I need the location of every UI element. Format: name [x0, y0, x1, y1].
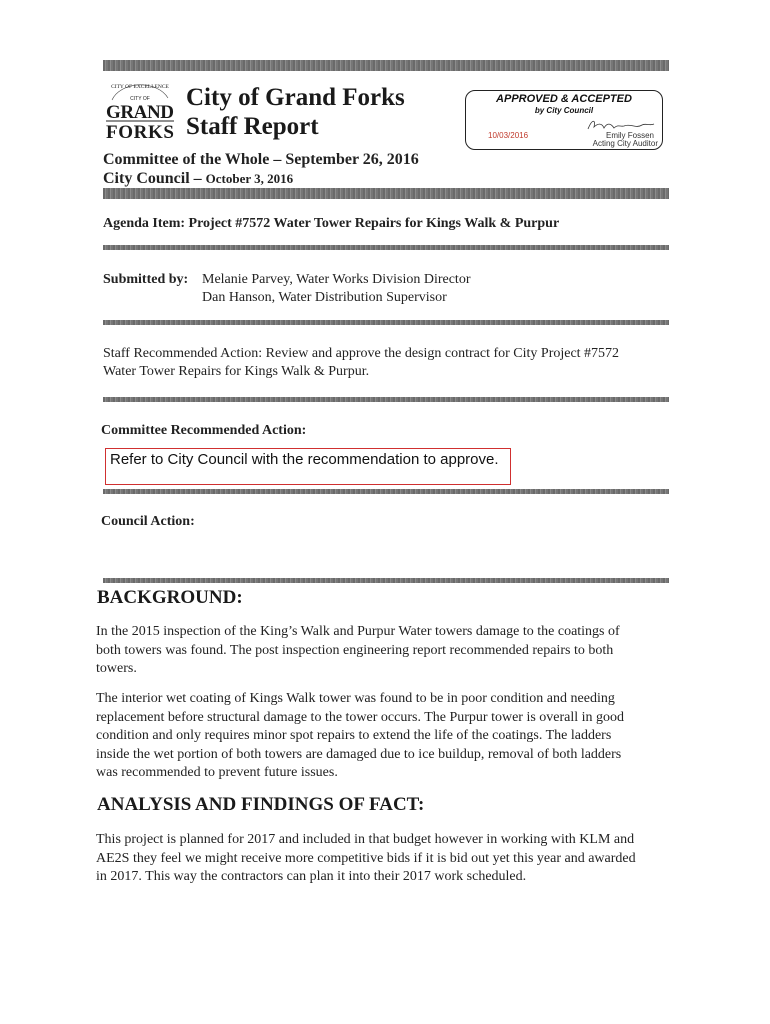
- logo-word-grand: GRAND: [106, 102, 174, 123]
- committee-action-box: [105, 448, 511, 485]
- agenda-text: Project #7572 Water Tower Repairs for Kings Walk & Purpur: [185, 216, 560, 231]
- text-line: This project is planned for 2017 and included in that budget however in working with KLM and: [96, 832, 635, 847]
- city-logo: [104, 78, 176, 142]
- staff-action-line-1: Staff Recommended Action: Review and approve the design contract for City Project #7572: [103, 346, 620, 361]
- approval-stamp: [465, 90, 663, 150]
- report-title-line1: City of Grand Forks: [186, 84, 405, 111]
- header-bar-top: [103, 60, 669, 71]
- report-title-line2: Staff Report: [186, 113, 319, 140]
- text-line: in 2017. This way the contractors can plan it into their 2017 work scheduled.: [96, 869, 527, 884]
- submitted-label: Submitted by:: [103, 272, 189, 287]
- text-line: The interior wet coating of Kings Walk tower was found to be in poor condition and needing: [96, 691, 615, 706]
- text-line: replacement before structural damage to the tower occurs. The Purpur tower is overall in good: [96, 709, 625, 725]
- logo-top-text: CITY OF EXCELLENCE: [111, 84, 169, 90]
- committee-action-text: Refer to City Council with the recommendation to approve.: [110, 451, 499, 468]
- agenda-item: [103, 216, 559, 232]
- agenda-label: Agenda Item:: [103, 216, 186, 231]
- text-line: condition and only requires minor spot repairs to extend the life of the coatings. The ladders: [96, 728, 612, 743]
- stamp-signer-role: Acting City Auditor: [592, 139, 658, 148]
- text-line: In the 2015 inspection of the King’s Walk and Purpur Water towers damage to the coatings of: [96, 624, 620, 639]
- submitted-person-1: Melanie Parvey, Water Works Division Director: [202, 272, 471, 287]
- stamp-title: APPROVED & ACCEPTED: [496, 93, 632, 105]
- text-line: towers.: [96, 661, 137, 676]
- meeting-line-2-label: City Council –: [103, 170, 206, 187]
- divider-4: [103, 489, 669, 494]
- stamp-signer-name: Emily Fossen: [605, 131, 654, 140]
- divider-3: [103, 397, 669, 402]
- logo-word-forks: FORKS: [106, 122, 174, 142]
- council-action-label: Council Action:: [101, 514, 195, 529]
- submitted-person-2: Dan Hanson, Water Distribution Supervisor: [202, 290, 447, 305]
- logo-city-of: CITY OF: [130, 96, 150, 102]
- analysis-paragraph-1: [96, 831, 666, 887]
- text-line: both towers was found. The post inspection engineering report recommended repairs to both: [96, 642, 614, 658]
- background-heading: BACKGROUND:: [97, 587, 243, 608]
- meeting-line-1: Committee of the Whole – September 26, 2016: [103, 151, 419, 168]
- text-line: AE2S they feel we might receive more competitive bids if it is bid out yet this year and awarded: [96, 850, 636, 866]
- text-line: was recommended to prevent future issues.: [96, 765, 338, 780]
- background-paragraph-1: [96, 623, 666, 679]
- committee-label: Committee Recommended Action:: [101, 423, 307, 438]
- staff-action-line-2: Water Tower Repairs for Kings Walk & Purpur.: [103, 364, 370, 379]
- header-bar-bottom: [103, 188, 669, 199]
- meeting-line-2-date: October 3, 2016: [205, 171, 294, 186]
- background-paragraph-2: [96, 690, 666, 783]
- meeting-line-2: [103, 170, 293, 188]
- text-line: inside the wet portion of both towers are damaged due to ice buildup, removal of both ladders: [96, 746, 622, 762]
- divider-2: [103, 320, 669, 325]
- stamp-subtitle: by City Council: [534, 106, 594, 115]
- stamp-date: 10/03/2016: [488, 131, 529, 140]
- divider-1: [103, 245, 669, 250]
- divider-5: [103, 578, 669, 583]
- analysis-heading: ANALYSIS AND FINDINGS OF FACT:: [97, 794, 425, 815]
